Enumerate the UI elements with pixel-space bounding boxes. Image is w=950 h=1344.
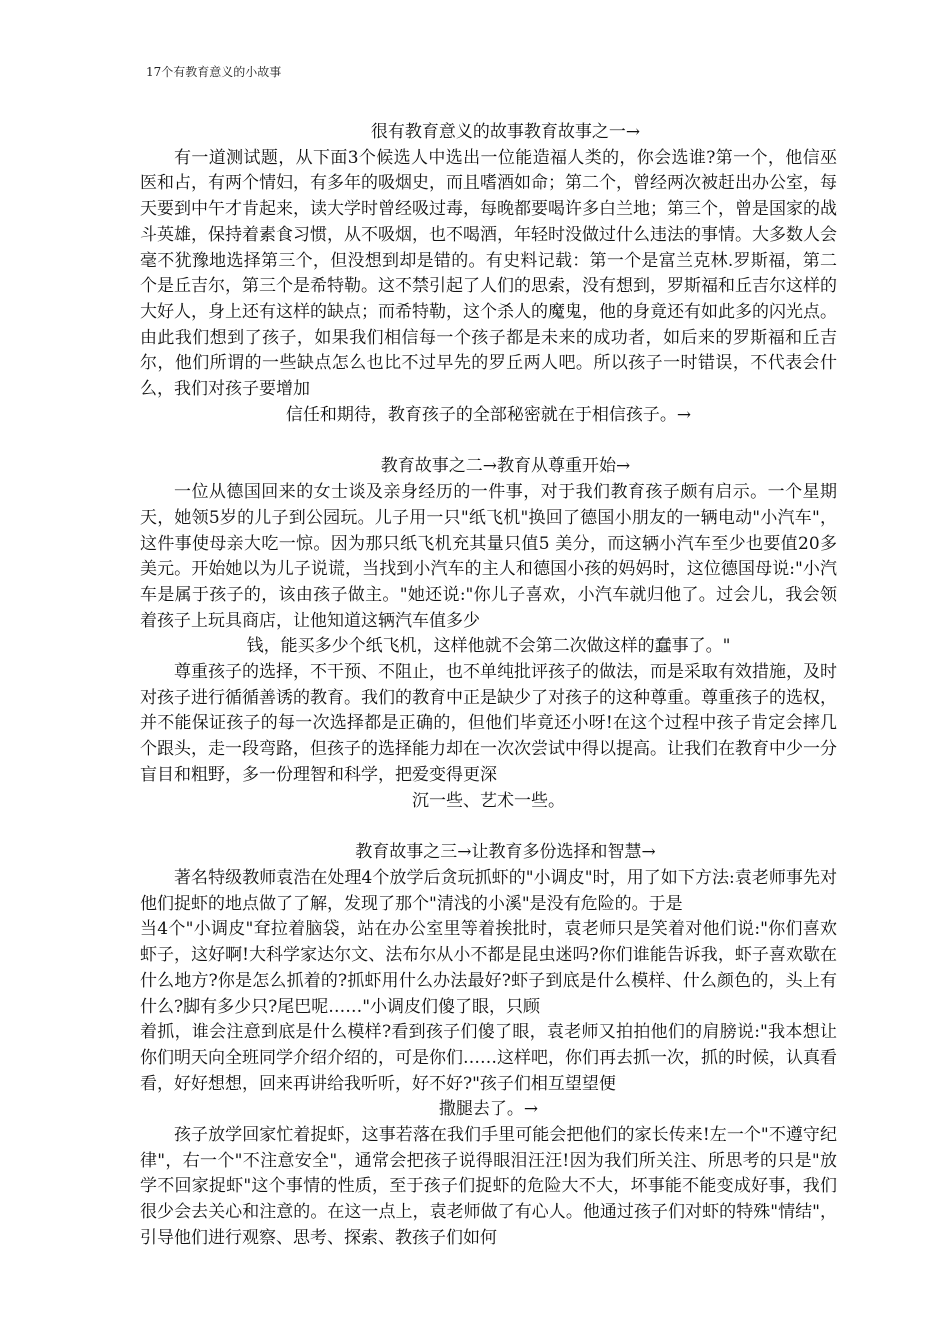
story-3-paragraph-1-end: 撒腿去了。→ [438, 1099, 539, 1120]
document-body [140, 120, 837, 1252]
story-3-title: 教育故事之三→让教育多份选择和智慧→ [355, 842, 656, 863]
section-gap [140, 428, 837, 454]
story-2-paragraph-2-end: 沉一些、艺术一些。 [412, 790, 565, 811]
story-1-paragraph: 有一道测试题，从下面3个候选人中选出一位能造福人类的，你会选谁?第一个，他信巫医和占，有两个情妇，有多年的吸烟史，而且嗜酒如命；第二个，曾经两次被赶出办公室，每天要到中午才肯起来，读大学时曾经吸过毒，每晚都要喝许多白兰地；第三个，曾是国家的战斗英雄，保持着素食习惯，从不吸烟，也不喝酒，年轻时没做过什么违法的事情。大多数人会毫不犹豫地选择第三个，但没想到却是错的。有史料记载：第一个是富兰克林.罗斯福，第二个是丘吉尔，第三个是希特勒。这不禁引起了人们的思索，没有想到，罗斯福和丘吉尔这样的大好人，身上还有这样的缺点；而希特勒，这个杀人的魔鬼，他的身竟还有如此多的闪光点。由此我们想到了孩子，如果我们相信每一个孩子都是未来的成功者，如后来的罗斯福和丘吉尔，他们所谓的一些缺点怎么也比不过早先的罗丘两人吧。所以孩子一时错误，不代表会什么，我们对孩子要增加 [140, 147, 837, 400]
story-2-title: 教育故事之二→教育从尊重开始→ [380, 456, 631, 477]
story-3-paragraph-1b: 当4个"小调皮"耷拉着脑袋，站在办公室里等着挨批时，袁老师只是笑着对他们说:"你们喜欢虾子，这好啊!大科学家达尔文、法布尔从小不都是昆虫迷吗?你们谁能告诉我，虾子喜欢歇在什么地方?你是怎么抓着的?抓虾用什么办法最好?虾子到底是什么模样、什么颜色的，头上有什么?脚有多少只?尾巴呢……"小调皮们傻了眼，只顾 [140, 919, 837, 1017]
story-2-paragraph-1: 一位从德国回来的女士谈及亲身经历的一件事，对于我们教育孩子颇有启示。一个星期天，她领5岁的儿子到公园玩。儿子用一只"纸飞机"换回了德国小朋友的一辆电动"小汽车"，这件事使母亲大吃一惊。因为那只纸飞机充其量只值5 美分，而这辆小汽车至少也要值20多美元。开始她以为儿子说谎，当找到小汽车的主人和德国小孩的妈妈时，这位德国母说:"小汽车是属于孩子的，该由孩子做主。"她还说:"你儿子喜欢，小汽车就归他了。过会儿，我会领着孩子上玩具商店，让他知道这辆汽车值多少 [140, 482, 837, 631]
story-3-paragraph-1a: 著名特级教师袁浩在处理4个放学后贪玩抓虾的"小调皮"时，用了如下方法:袁老师事先对他们捉虾的地点做了了解，发现了那个"清浅的小溪"是没有危险的。于是 [140, 867, 837, 914]
story-1-paragraph-end: 信任和期待，教育孩子的全部秘密就在于相信孩子。→ [285, 404, 692, 425]
story-3-paragraph-1c: 着抓，谁会注意到底是什么模样?看到孩子们傻了眼，袁老师又拍拍他们的肩膀说:"我本想让你们明天向全班同学介绍介绍的，可是你们……这样吧，你们再去抓一次，抓的时候，认真看看，好好想想，回来再讲给我听听，好不好?"孩子们相互望望便 [140, 1022, 837, 1094]
section-gap [140, 814, 837, 840]
story-2-paragraph-1-end: 钱，能买多少个纸飞机，这样他就不会第二次做这样的蠢事了。" [246, 636, 731, 657]
story-2-paragraph-2: 尊重孩子的选择，不干预、不阻止，也不单纯批评孩子的做法，而是采取有效措施，及时对孩子进行循循善诱的教育。我们的教育中正是缺少了对孩子的这种尊重。尊重孩子的选权，并不能保证孩子的每一次选择都是正确的，但他们毕竟还小呀!在这个过程中孩子肯定会摔几个跟头，走一段弯路，但孩子的选择能力却在一次次尝试中得以提高。让我们在教育中少一分盲目和粗野，多一份理智和科学，把爱变得更深 [140, 662, 837, 785]
story-1-title: 很有教育意义的故事教育故事之一→ [370, 122, 641, 142]
document-header: 17个有教育意义的小故事 [146, 65, 282, 79]
story-3-paragraph-2: 孩子放学回家忙着捉虾，这事若落在我们手里可能会把他们的家长传来!左一个"不遵守纪律"，右一个"不注意安全"，通常会把孩子说得眼泪汪汪!因为我们所关注、所思考的只是"放学不回家捉虾"这个事情的性质，至于孩子们捉虾的危险大不大，坏事能不能变成好事，我们很少会去关心和注意的。在这一点上，袁老师做了有心人。他通过孩子们对虾的特殊"情结"，引导他们进行观察、思考、探索、教孩子们如何 [140, 1125, 837, 1248]
